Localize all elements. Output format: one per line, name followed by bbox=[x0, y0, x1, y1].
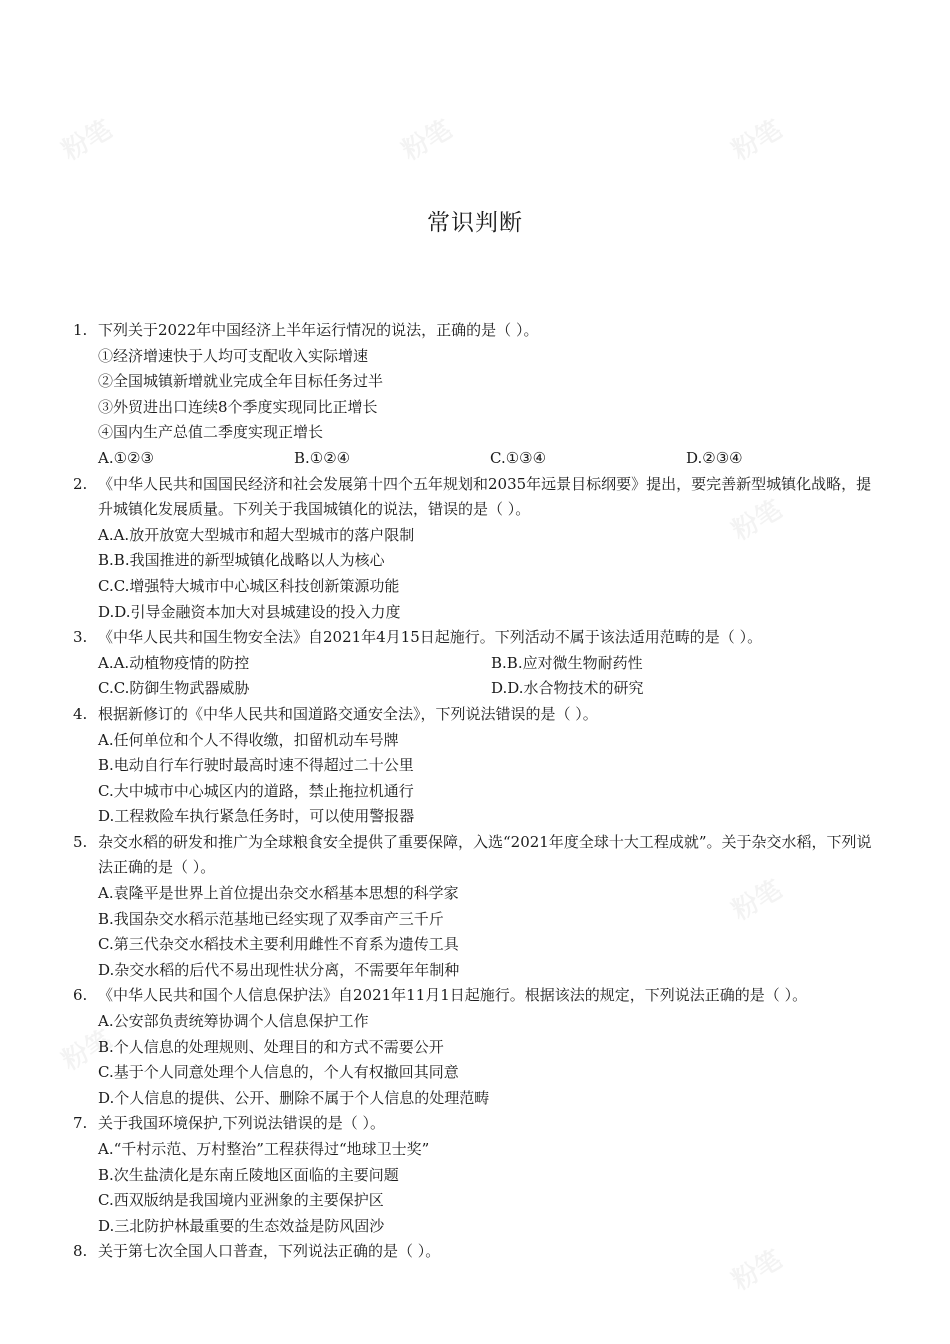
option-row bbox=[73, 676, 873, 702]
question-list bbox=[73, 318, 873, 1265]
statement-item: ②全国城镇新增就业完成全年目标任务过半 bbox=[98, 372, 384, 391]
question-text: 关于我国环境保护,下列说法错误的是（ ）。 bbox=[98, 1114, 386, 1133]
option-d[interactable]: D.②③④ bbox=[686, 448, 743, 467]
question-3 bbox=[73, 625, 873, 702]
option-a[interactable]: A.①②③ bbox=[98, 448, 154, 467]
question-5 bbox=[73, 830, 873, 984]
option-a[interactable]: A.“千村示范、万村整治”工程获得过“地球卫士奖” bbox=[98, 1140, 430, 1158]
question-number: 4. bbox=[73, 704, 88, 723]
option-a[interactable]: A.A.放开放宽大型城市和超大型城市的落户限制 bbox=[98, 525, 415, 544]
page-title: 常识判断 bbox=[427, 210, 523, 236]
option-b[interactable]: B.B.应对微生物耐药性 bbox=[491, 653, 643, 672]
question-1 bbox=[73, 318, 873, 472]
statement-item: ④国内生产总值二季度实现正增长 bbox=[98, 423, 324, 442]
question-text: 根据新修订的《中华人民共和国道路交通安全法》，下列说法错误的是（ ）。 bbox=[98, 704, 598, 723]
option-c[interactable]: C.基于个人同意处理个人信息的，个人有权撤回其同意 bbox=[98, 1063, 459, 1082]
question-number: 3. bbox=[73, 628, 88, 647]
question-stem bbox=[73, 1111, 873, 1137]
question-stem bbox=[73, 318, 873, 344]
question-4 bbox=[73, 702, 873, 830]
option-b[interactable]: B.①②④ bbox=[294, 448, 351, 467]
question-text: 关于第七次全国人口普查，下列说法正确的是（ ）。 bbox=[98, 1242, 441, 1261]
question-number: 8. bbox=[73, 1242, 88, 1261]
option-row bbox=[73, 446, 873, 472]
question-stem bbox=[73, 625, 873, 651]
option-b[interactable]: B.次生盐渍化是东南丘陵地区面临的主要问题 bbox=[98, 1165, 399, 1184]
option-b[interactable]: B.个人信息的处理规则、处理目的和方式不需要公开 bbox=[98, 1037, 444, 1056]
option-row bbox=[73, 651, 873, 677]
option-a[interactable]: A.任何单位和个人不得收缴，扣留机动车号牌 bbox=[98, 730, 399, 749]
question-7 bbox=[73, 1111, 873, 1239]
option-a[interactable]: A.公安部负责统筹协调个人信息保护工作 bbox=[98, 1012, 369, 1031]
question-stem bbox=[73, 830, 873, 881]
option-c[interactable]: C.C.增强特大城市中心城区科技创新策源功能 bbox=[98, 576, 400, 595]
option-c[interactable]: C.①③④ bbox=[490, 448, 547, 467]
question-stem bbox=[73, 472, 873, 523]
statement-item: ③外贸进出口连续8个季度实现同比正增长 bbox=[98, 397, 378, 416]
option-b[interactable]: B.我国杂交水稻示范基地已经实现了双季亩产三千斤 bbox=[98, 909, 444, 928]
statement-item: ①经济增速快于人均可支配收入实际增速 bbox=[98, 346, 369, 365]
question-stem bbox=[73, 702, 873, 728]
question-number: 2. bbox=[73, 474, 88, 493]
option-c[interactable]: C.C.防御生物武器威胁 bbox=[98, 679, 250, 698]
option-c[interactable]: C.西双版纳是我国境内亚洲象的主要保护区 bbox=[98, 1191, 384, 1210]
option-b[interactable]: B.电动自行车行驶时最高时速不得超过二十公里 bbox=[98, 756, 414, 775]
option-d[interactable]: D.D.水合物技术的研究 bbox=[491, 679, 644, 698]
question-stem bbox=[73, 983, 873, 1009]
option-a[interactable]: A.A.动植物疫情的防控 bbox=[98, 653, 250, 672]
question-number: 1. bbox=[73, 321, 88, 339]
option-c[interactable]: C.第三代杂交水稻技术主要利用雌性不育系为遗传工具 bbox=[98, 935, 459, 954]
question-2 bbox=[73, 472, 873, 626]
option-b[interactable]: B.B.我国推进的新型城镇化战略以人为核心 bbox=[98, 551, 385, 570]
option-d[interactable]: D.D.引导金融资本加大对县城建设的投入力度 bbox=[98, 602, 401, 621]
option-c[interactable]: C.大中城市中心城区内的道路，禁止拖拉机通行 bbox=[98, 781, 414, 800]
question-text: 《中华人民共和国个人信息保护法》自2021年11月1日起施行。根据该法的规定，下列说法正确的是（ ）。 bbox=[98, 986, 808, 1005]
question-text: 《中华人民共和国国民经济和社会发展第十四个五年规划和2035年远景目标纲要》提出，要完善新型城镇化战略，提升城镇化发展质量。下列关于我国城镇化的说法，错误的是（ ）。 bbox=[98, 474, 872, 519]
question-text: 杂交水稻的研发和推广为全球粮食安全提供了重要保障，入选“2021年度全球十大工程成就”。关于杂交水稻，下列说法正确的是（ ）。 bbox=[98, 832, 872, 877]
question-6 bbox=[73, 983, 873, 1111]
watermark bbox=[394, 109, 458, 167]
option-d[interactable]: D.工程救险车执行紧急任务时，可以使用警报器 bbox=[98, 807, 415, 826]
question-number: 5. bbox=[73, 832, 88, 851]
option-d[interactable]: D.杂交水稻的后代不易出现性状分离，不需要年年制种 bbox=[98, 960, 460, 979]
question-8 bbox=[73, 1239, 873, 1265]
question-text: 《中华人民共和国生物安全法》自2021年4月15日起施行。下列活动不属于该法适用范畴的是（ ）。 bbox=[98, 628, 763, 647]
question-number: 7. bbox=[73, 1114, 88, 1133]
question-number: 6. bbox=[73, 986, 88, 1005]
option-a[interactable]: A.袁隆平是世界上首位提出杂交水稻基本思想的科学家 bbox=[98, 884, 459, 903]
option-d[interactable]: D.个人信息的提供、公开、删除不属于个人信息的处理范畴 bbox=[98, 1088, 490, 1107]
question-text: 下列关于2022年中国经济上半年运行情况的说法，正确的是（ ）。 bbox=[98, 321, 539, 339]
option-d[interactable]: D.三北防护林最重要的生态效益是防风固沙 bbox=[98, 1216, 385, 1235]
watermark bbox=[724, 109, 788, 167]
watermark bbox=[54, 109, 118, 167]
question-stem bbox=[73, 1239, 873, 1265]
